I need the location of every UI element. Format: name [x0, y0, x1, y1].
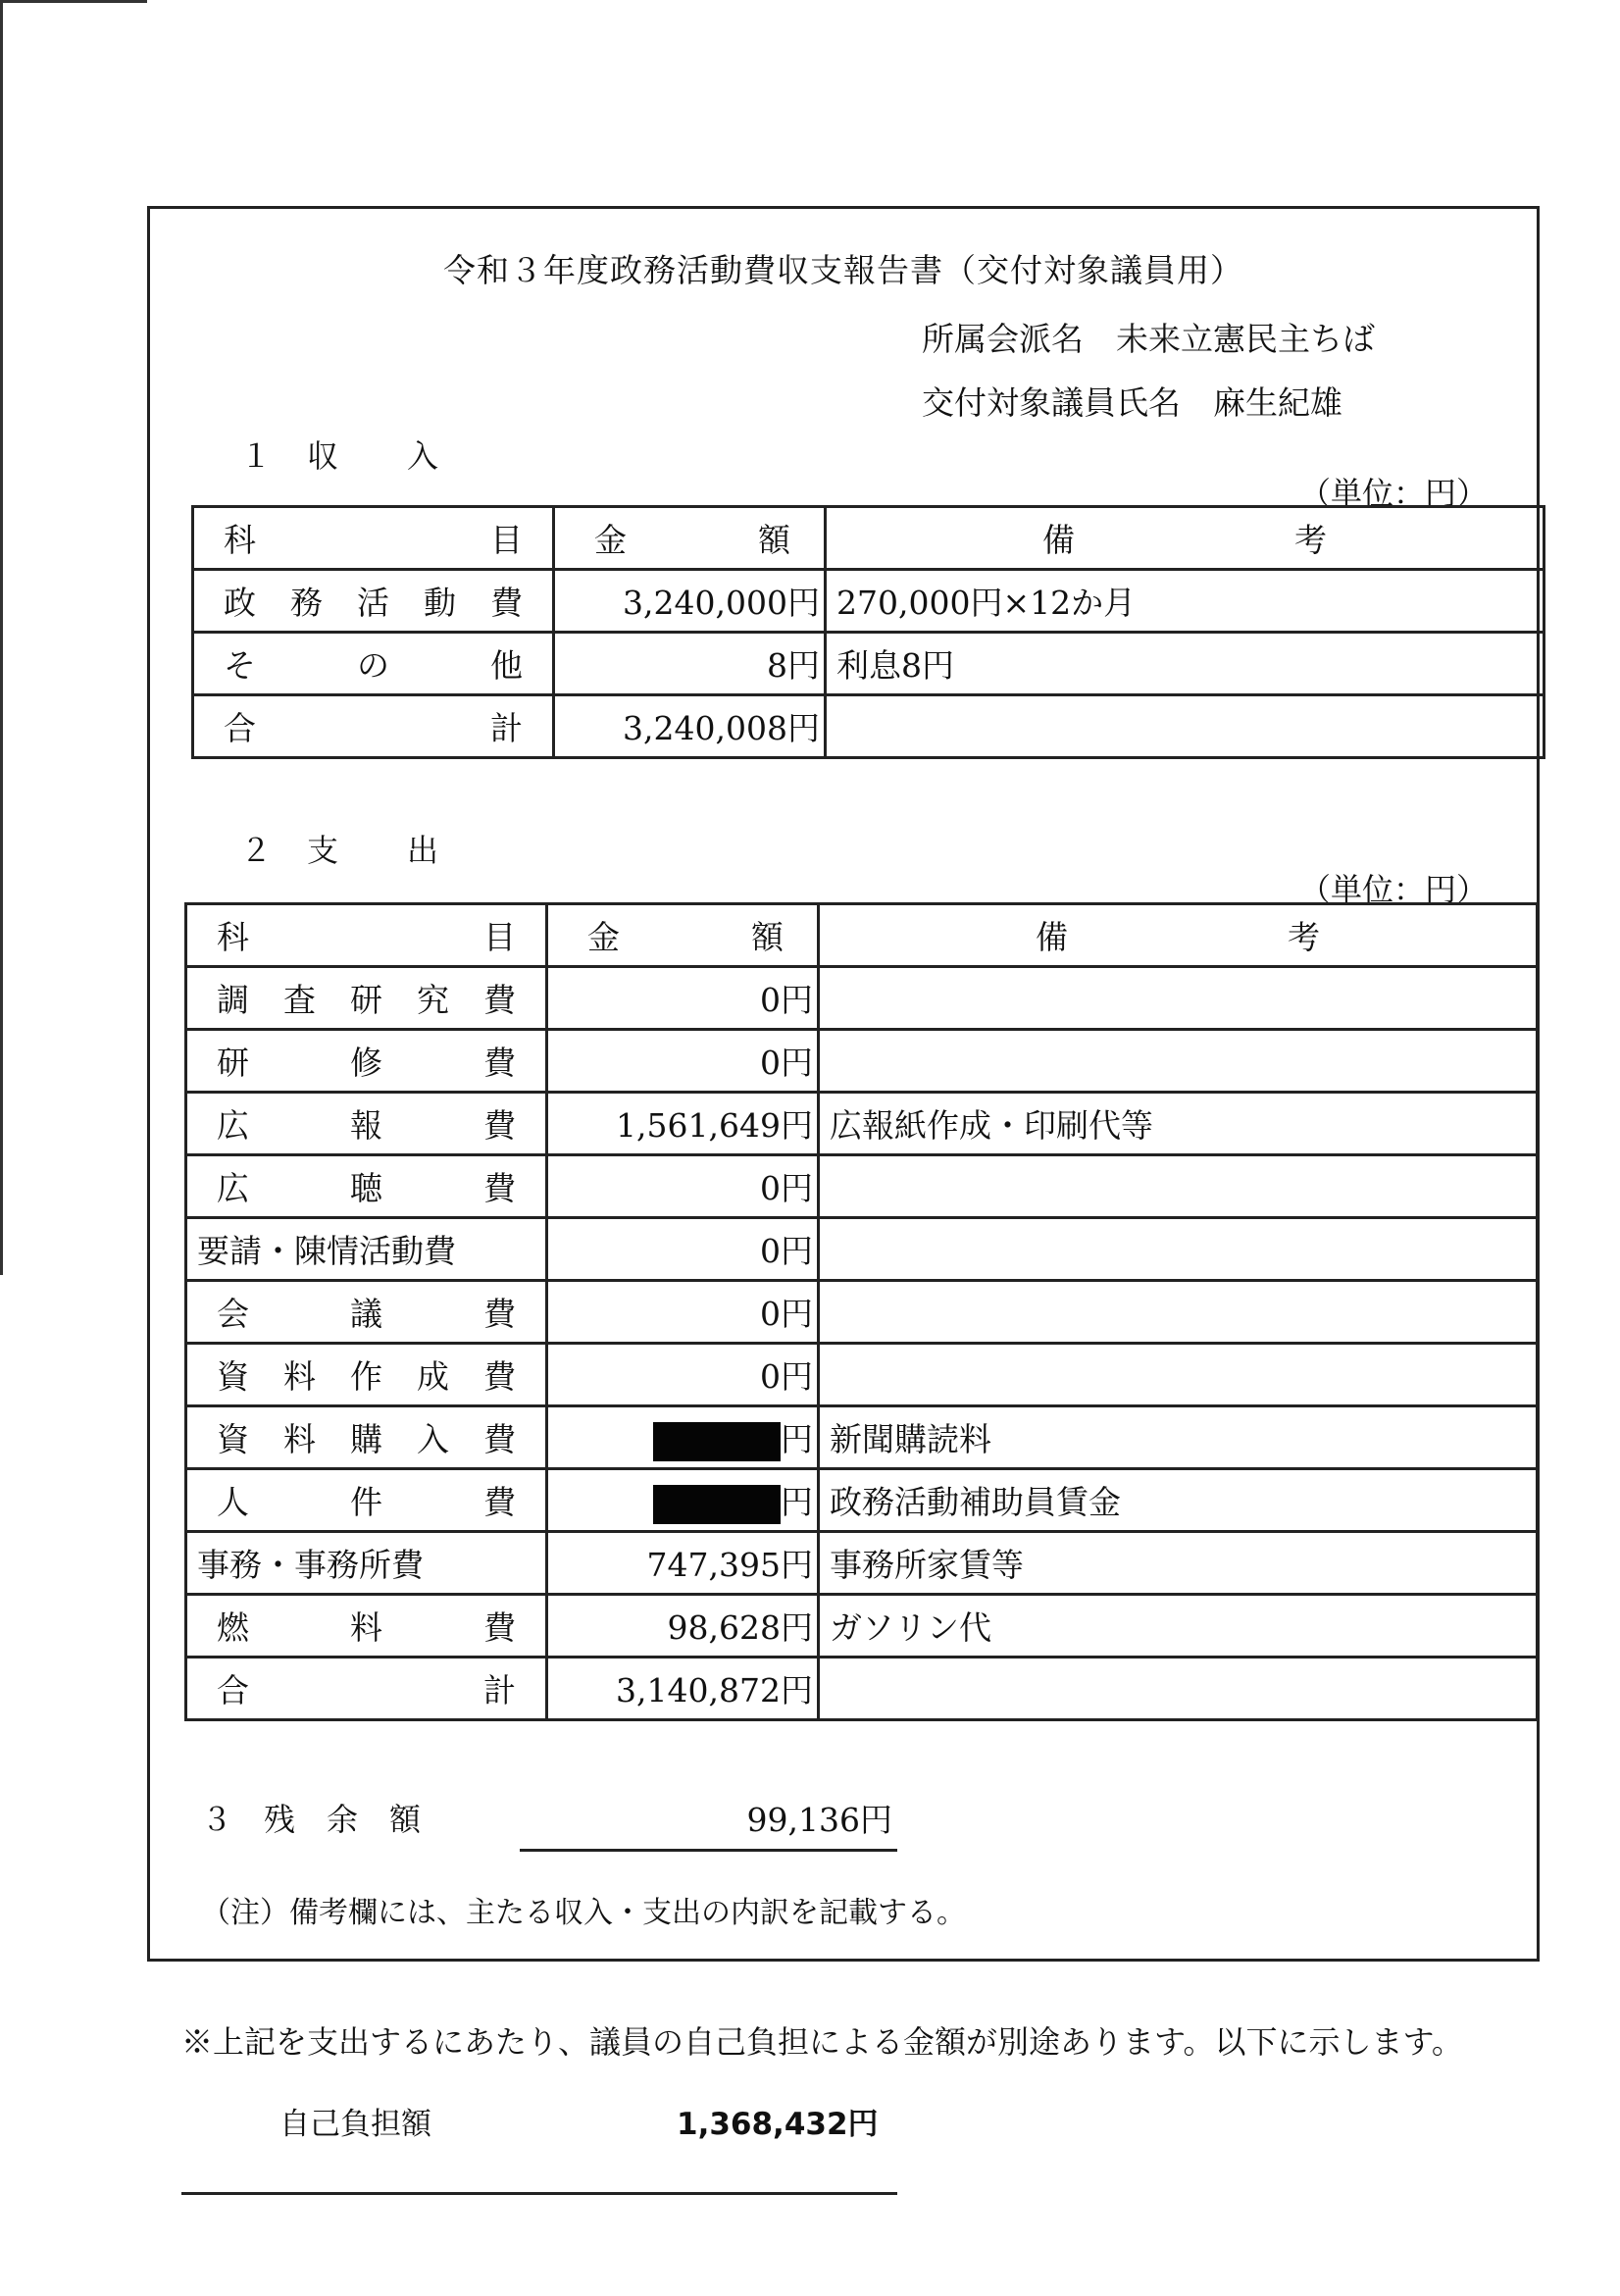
row-subject-text-char: 活: [357, 584, 389, 622]
header-remarks: [826, 507, 1544, 570]
row-subject-text-char: 資: [217, 1357, 249, 1396]
row-remarks: 政務活動補助員賃金: [819, 1469, 1538, 1532]
row-subject: [186, 1281, 547, 1344]
row-subject-text: [197, 1352, 535, 1398]
header-remarks: [819, 904, 1538, 967]
row-remarks: 利息8円: [826, 633, 1544, 695]
balance-underline: [520, 1849, 897, 1852]
row-subject-text: [197, 1163, 535, 1209]
expense-heading-text: 支 出: [307, 832, 441, 869]
header-remarks-text-char: 備: [1042, 521, 1075, 559]
row-remarks: [819, 1155, 1538, 1218]
table-row: [186, 1093, 1538, 1155]
row-subject-text-char: 要請・陳情活動費: [197, 1232, 456, 1270]
row-subject: [193, 695, 554, 758]
row-subject-text-char: 究: [417, 981, 449, 1019]
row-amount-text: 3,240,008円: [623, 709, 820, 747]
table-row: [186, 1218, 1538, 1281]
row-subject: [186, 1406, 547, 1469]
row-subject-text: [197, 1540, 535, 1586]
header-subject-text: [204, 515, 542, 561]
row-subject-text-char: の: [357, 646, 389, 685]
row-amount: [554, 633, 826, 695]
row-subject: [186, 1218, 547, 1281]
row-amount: [547, 1093, 819, 1155]
row-subject-text-char: そ: [224, 646, 256, 685]
header-subject-text-char: 科: [224, 521, 256, 559]
row-subject-text-char: 費: [483, 1295, 516, 1333]
row-remarks: [819, 1658, 1538, 1720]
row-subject-text-char: 修: [350, 1044, 382, 1082]
header-subject-text: [197, 912, 535, 958]
row-subject: [193, 570, 554, 633]
row-amount: [547, 1344, 819, 1406]
row-subject-text-char: 作: [350, 1357, 382, 1396]
row-subject-text-char: 計: [490, 709, 523, 747]
row-subject-text-char: 調: [217, 981, 249, 1019]
scan-edge-mark: [0, 0, 147, 3]
row-subject-text-char: 政: [224, 584, 256, 622]
row-amount-text: 0円: [760, 1295, 813, 1333]
row-subject-text-char: 研: [350, 981, 382, 1019]
header-remarks-text-char: 考: [1288, 918, 1320, 956]
row-subject-text-char: 燃: [217, 1608, 249, 1647]
header-subject-text-char: 目: [483, 918, 516, 956]
header-amount-text: [565, 515, 820, 561]
header-amount-text-char: 額: [758, 521, 790, 559]
row-subject-text-char: 件: [350, 1483, 382, 1521]
table-row: [186, 1595, 1538, 1658]
row-amount-text: 8円: [767, 646, 820, 685]
row-amount: [547, 1406, 819, 1469]
row-amount: [547, 1030, 819, 1093]
row-subject: [186, 1030, 547, 1093]
row-remarks: 270,000円×12か月: [826, 570, 1544, 633]
income-table: [191, 505, 1545, 759]
row-subject-text: [197, 1665, 535, 1711]
row-subject-text-char: 費: [483, 981, 516, 1019]
row-subject: [186, 1532, 547, 1595]
row-amount: [547, 1658, 819, 1720]
row-subject-text-char: 費: [490, 584, 523, 622]
row-subject-text-char: 動: [424, 584, 456, 622]
balance-label: ３ 残 余 額: [201, 1801, 422, 1838]
header-subject: [193, 507, 554, 570]
table-row: [193, 695, 1544, 758]
row-amount: [547, 1218, 819, 1281]
income-unit: （単位：円）: [1298, 475, 1488, 512]
row-subject-text: [197, 1603, 535, 1649]
table-row: [186, 1658, 1538, 1720]
table-row: [186, 1469, 1538, 1532]
report-title: 令和３年度政務活動費収支報告書（交付対象議員用）: [443, 251, 1243, 289]
expense-heading: [240, 826, 440, 871]
row-subject-text-char: 資: [217, 1420, 249, 1458]
expense-header-row: [186, 904, 1538, 967]
row-subject-text: [204, 703, 542, 749]
row-subject-text: [197, 1226, 535, 1272]
row-subject-text-char: 会: [217, 1295, 249, 1333]
remarks-note: （注）備考欄には、主たる収入・支出の内訳を記載する。: [201, 1896, 966, 1930]
row-subject-text: [204, 640, 542, 687]
row-subject: [186, 1344, 547, 1406]
row-subject-text-char: 務: [290, 584, 323, 622]
income-header-row: [193, 507, 1544, 570]
row-amount: [554, 570, 826, 633]
row-subject-text-char: 人: [217, 1483, 249, 1521]
row-remarks: [819, 967, 1538, 1030]
table-row: [193, 633, 1544, 695]
member-value: 麻生紀雄: [1213, 383, 1342, 422]
row-amount-text: 3,140,872円: [616, 1671, 813, 1709]
header-amount-text-char: 金: [587, 918, 620, 956]
income-heading-num: １: [240, 437, 275, 475]
header-amount: [547, 904, 819, 967]
faction-value: 未来立憲民主ちば: [1116, 320, 1375, 358]
table-row: [186, 1406, 1538, 1469]
row-amount-text: 0円: [760, 1169, 813, 1207]
row-remarks: 広報紙作成・印刷代等: [819, 1093, 1538, 1155]
row-amount-text: 円: [781, 1419, 813, 1458]
faction-line: [922, 314, 1375, 360]
row-amount-text: 3,240,000円: [623, 584, 820, 622]
self-burden-label: 自己負担額: [279, 2107, 431, 2142]
row-subject-text-char: 計: [483, 1671, 516, 1709]
balance-value: 99,136円: [746, 1801, 892, 1839]
header-amount: [554, 507, 826, 570]
row-remarks: [819, 1030, 1538, 1093]
row-remarks: 事務所家賃等: [819, 1532, 1538, 1595]
table-row: [186, 1030, 1538, 1093]
row-subject: [186, 1658, 547, 1720]
row-amount: [554, 695, 826, 758]
row-subject-text-char: 合: [224, 709, 256, 747]
table-row: [186, 1155, 1538, 1218]
member-line: [922, 378, 1342, 424]
row-subject-text-char: 研: [217, 1044, 249, 1082]
row-amount: [547, 1532, 819, 1595]
row-remarks: 新聞購読料: [819, 1406, 1538, 1469]
redaction-block: [653, 1422, 781, 1461]
row-subject-text-char: 費: [483, 1169, 516, 1207]
row-subject-text-char: 査: [283, 981, 316, 1019]
row-amount-text: 0円: [760, 981, 813, 1019]
row-subject-text: [197, 1477, 535, 1523]
row-subject-text-char: 広: [217, 1106, 249, 1145]
row-subject: [186, 1155, 547, 1218]
row-amount: [547, 1595, 819, 1658]
row-remarks: [819, 1218, 1538, 1281]
row-subject-text-char: 料: [283, 1420, 316, 1458]
row-subject-text-char: 料: [283, 1357, 316, 1396]
row-subject-text: [197, 1289, 535, 1335]
row-amount-text: 1,561,649円: [616, 1106, 813, 1145]
row-amount: [547, 1469, 819, 1532]
row-subject-text-char: 広: [217, 1169, 249, 1207]
row-amount-text: 747,395円: [646, 1546, 813, 1584]
header-subject-text-char: 科: [217, 918, 249, 956]
row-subject: [186, 1469, 547, 1532]
faction-label: 所属会派名: [922, 320, 1084, 358]
header-remarks-text: [830, 912, 1526, 958]
scan-edge-mark: [0, 0, 3, 1275]
row-amount: [547, 1281, 819, 1344]
redaction-block: [653, 1485, 781, 1524]
header-subject: [186, 904, 547, 967]
expense-heading-num: ２: [240, 832, 275, 869]
row-amount-text: 0円: [760, 1044, 813, 1082]
row-amount-text: 0円: [760, 1232, 813, 1270]
row-amount: [547, 967, 819, 1030]
income-heading-text: 収 入: [307, 437, 441, 475]
expense-table: [184, 902, 1539, 1721]
row-remarks: [826, 695, 1544, 758]
header-amount-text-char: 金: [594, 521, 627, 559]
row-amount: [547, 1155, 819, 1218]
row-subject-text-char: 費: [483, 1044, 516, 1082]
row-subject-text-char: 合: [217, 1671, 249, 1709]
row-subject: [186, 1595, 547, 1658]
self-burden-note: ※上記を支出するにあたり、議員の自己負担による金額が別途あります。以下に示します。: [181, 2023, 1463, 2061]
table-row: [186, 1532, 1538, 1595]
row-subject-text-char: 購: [350, 1420, 382, 1458]
row-subject-text-char: 聴: [350, 1169, 382, 1207]
row-subject-text-char: 費: [483, 1106, 516, 1145]
row-remarks: [819, 1344, 1538, 1406]
row-amount-text: 円: [781, 1482, 813, 1521]
table-row: [186, 967, 1538, 1030]
row-remarks: [819, 1281, 1538, 1344]
table-row: [186, 1281, 1538, 1344]
row-subject-text: [197, 975, 535, 1021]
row-remarks: ガソリン代: [819, 1595, 1538, 1658]
row-subject-text-char: 入: [417, 1420, 449, 1458]
table-row: [186, 1344, 1538, 1406]
row-subject-text: [197, 1038, 535, 1084]
self-burden-value: 1,368,432円: [677, 2107, 879, 2142]
income-heading: [240, 432, 440, 477]
header-amount-text-char: 額: [751, 918, 784, 956]
member-label: 交付対象議員氏名: [922, 383, 1181, 422]
expense-unit: （単位：円）: [1298, 871, 1488, 908]
row-subject-text-char: 費: [483, 1608, 516, 1647]
row-amount-text: 0円: [760, 1357, 813, 1396]
row-subject-text: [204, 578, 542, 624]
row-subject-text-char: 事務・事務所費: [197, 1546, 424, 1584]
header-remarks-text: [836, 515, 1533, 561]
row-subject-text: [197, 1414, 535, 1460]
header-subject-text-char: 目: [490, 521, 523, 559]
row-subject: [186, 1093, 547, 1155]
row-subject-text-char: 費: [483, 1357, 516, 1396]
row-subject-text-char: 費: [483, 1483, 516, 1521]
row-subject-text-char: 費: [483, 1420, 516, 1458]
row-subject-text-char: 料: [350, 1608, 382, 1647]
table-row: [193, 570, 1544, 633]
row-subject: [193, 633, 554, 695]
header-amount-text: [558, 912, 813, 958]
row-amount-text: 98,628円: [667, 1608, 813, 1647]
row-subject-text: [197, 1100, 535, 1147]
header-remarks-text-char: 備: [1036, 918, 1068, 956]
row-subject-text-char: 成: [417, 1357, 449, 1396]
self-burden-underline: [181, 2192, 897, 2195]
row-subject: [186, 967, 547, 1030]
header-remarks-text-char: 考: [1294, 521, 1327, 559]
row-subject-text-char: 他: [490, 646, 523, 685]
row-subject-text-char: 議: [350, 1295, 382, 1333]
row-subject-text-char: 報: [350, 1106, 382, 1145]
